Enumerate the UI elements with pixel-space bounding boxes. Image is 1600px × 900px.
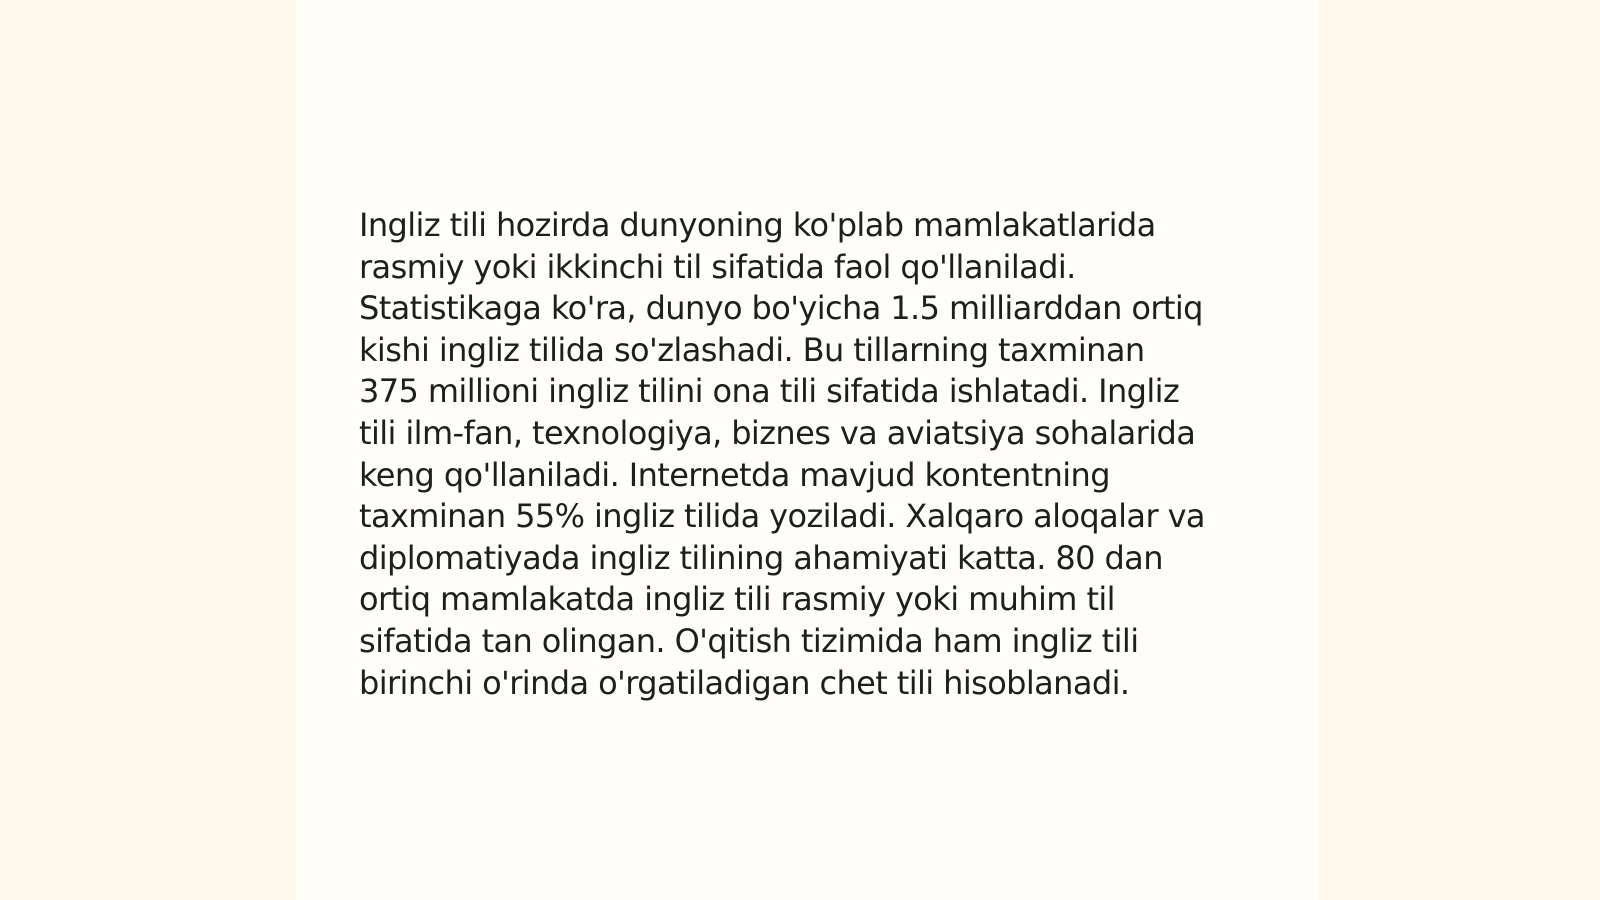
paragraph-line-11: sifatida tan olingan. O'qitish tizimida ham ingliz tili bbox=[359, 621, 1139, 660]
paragraph-line-12: birinchi o'rinda o'rgatiladigan chet tili hisoblanadi. bbox=[359, 663, 1130, 702]
paragraph-line-2: rasmiy yoki ikkinchi til sifatida faol qo'llaniladi. bbox=[359, 247, 1076, 286]
body-paragraph bbox=[359, 205, 1269, 704]
paragraph-line-10: ortiq mamlakatda ingliz tili rasmiy yoki muhim til bbox=[359, 580, 1115, 619]
paragraph-line-3: Statistikaga ko'ra, dunyo bo'yicha 1.5 milliarddan ortiq bbox=[359, 289, 1203, 328]
document-page bbox=[296, 0, 1318, 900]
paragraph-line-8: taxminan 55% ingliz tilida yoziladi. Xalqaro aloqalar va bbox=[359, 497, 1205, 536]
paragraph-line-5: 375 millioni ingliz tilini ona tili sifatida ishlatadi. Ingliz bbox=[359, 372, 1180, 411]
paragraph-line-7: keng qo'llaniladi. Internetda mavjud kontentning bbox=[359, 455, 1110, 494]
paragraph-line-4: kishi ingliz tilida so'zlashadi. Bu tillarning taxminan bbox=[359, 330, 1145, 369]
paragraph-line-1: Ingliz tili hozirda dunyoning ko'plab mamlakatlarida bbox=[359, 206, 1156, 244]
paragraph-line-6: tili ilm-fan, texnologiya, biznes va aviatsiya sohalarida bbox=[359, 413, 1196, 452]
paragraph-line-9: diplomatiyada ingliz tilining ahamiyati katta. 80 dan bbox=[359, 538, 1163, 577]
